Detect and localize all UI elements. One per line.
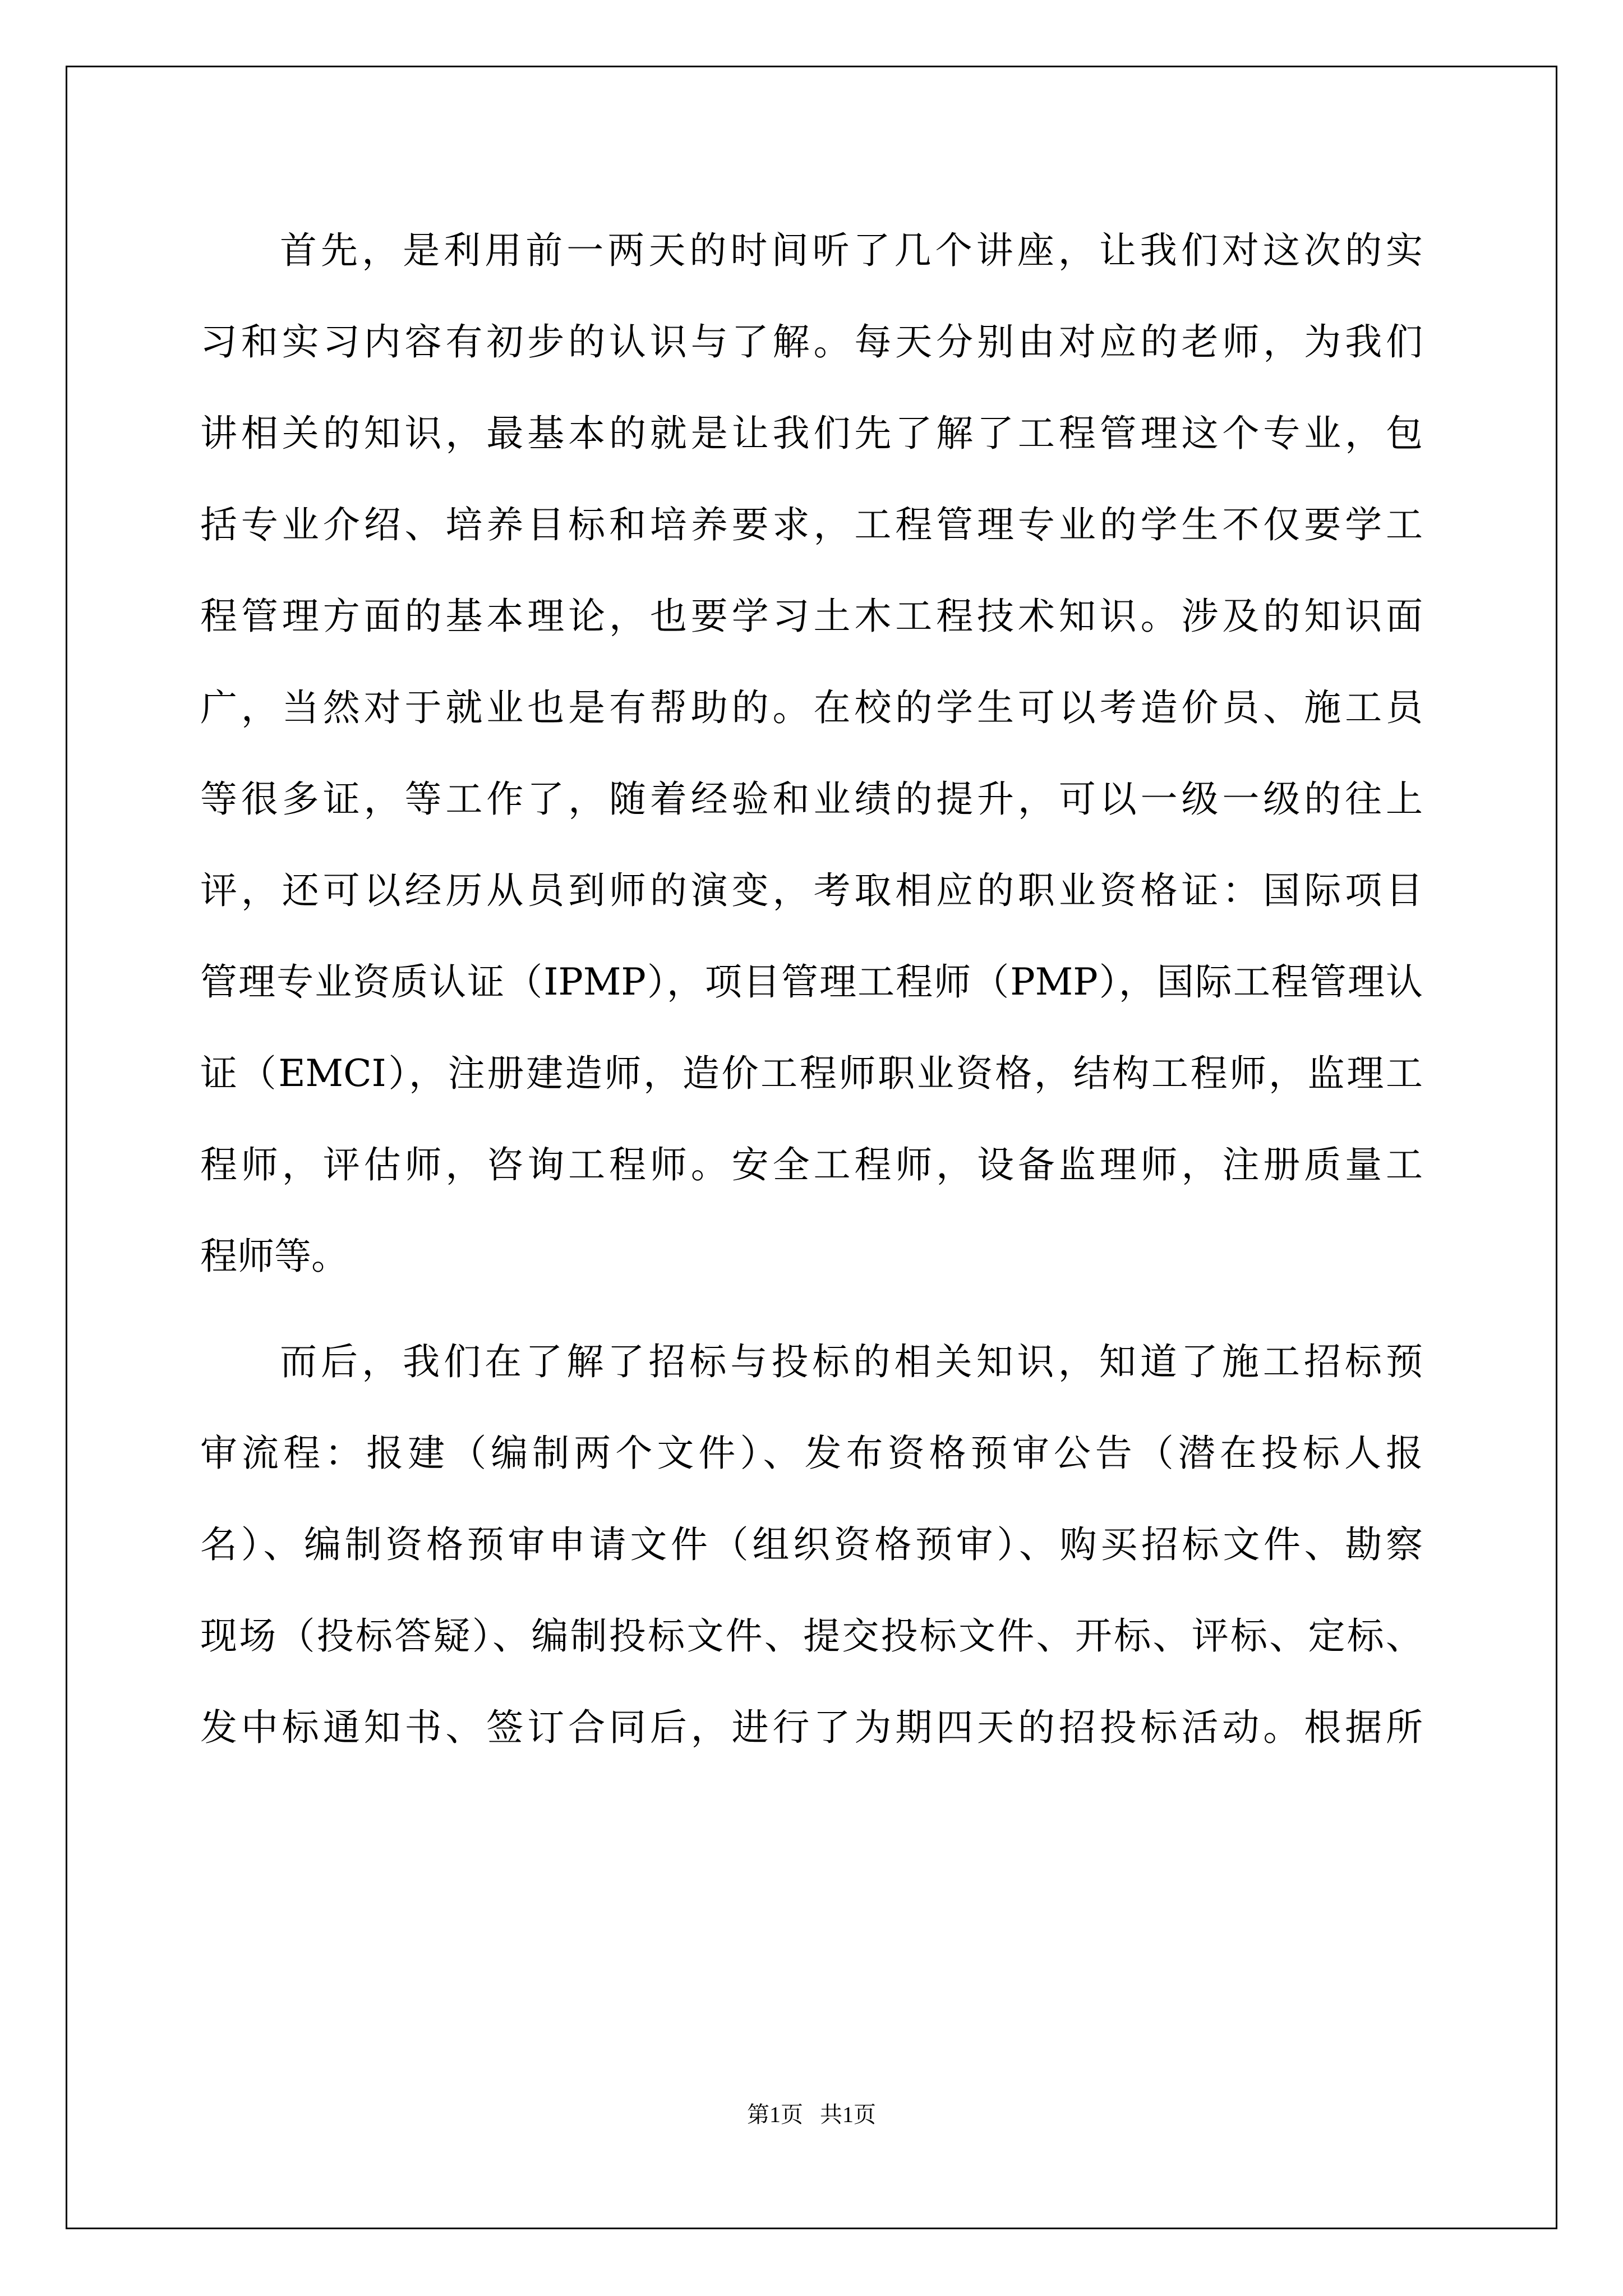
paragraph-1-line-5: 程管理方面的基本理论，也要学习土木工程技术知识。涉及的知识面: [200, 595, 1423, 638]
paragraph-1-line-12: 程师等。: [200, 1235, 348, 1278]
paragraph-1-line-7: 等很多证，等工作了，随着经验和业绩的提升，可以一级一级的往上: [200, 777, 1423, 821]
paragraph-2-line-3: 名）、编制资格预审申请文件（组织资格预审）、购买招标文件、勘察: [200, 1523, 1423, 1566]
paragraph-2-line-5: 发中标通知书、签订合同后，进行了为期四天的招投标活动。根据所: [200, 1706, 1423, 1749]
paragraph-1-line-11: 程师，评估师，咨询工程师。安全工程师，设备监理师，注册质量工: [200, 1143, 1423, 1186]
paragraph-1-line-8: 评，还可以经历从员到师的演变，考取相应的职业资格证：国际项目: [200, 869, 1423, 912]
paragraph-gap: [200, 1302, 1423, 1316]
paragraph-2-line-2: 审流程：报建（编制两个文件）、发布资格预审公告（潜在投标人报: [200, 1432, 1423, 1475]
paragraph-2-line-1: 而后，我们在了解了招标与投标的相关知识，知道了施工招标预: [280, 1340, 1423, 1383]
document-body: [200, 205, 1423, 1773]
paragraph-1-line-10: 证（EMCI），注册建造师，造价工程师职业资格，结构工程师，监理工: [200, 1052, 1423, 1095]
paragraph-1-line-2: 习和实习内容有初步的认识与了解。每天分别由对应的老师，为我们: [200, 320, 1423, 364]
paragraph-1-line-4: 括专业介绍、培养目标和培养要求，工程管理专业的学生不仅要学工: [200, 503, 1423, 546]
paragraph-1-line-3: 讲相关的知识，最基本的就是让我们先了解了工程管理这个专业，包: [200, 412, 1423, 455]
page-footer: 第1页 共1页: [747, 2102, 876, 2127]
paragraph-1-line-6: 广，当然对于就业也是有帮助的。在校的学生可以考造价员、施工员: [200, 686, 1423, 729]
paragraph-1-line-1: 首先，是利用前一两天的时间听了几个讲座，让我们对这次的实: [280, 229, 1423, 272]
paragraph-2-line-4: 现场（投标答疑）、编制投标文件、提交投标文件、开标、评标、定标、: [200, 1614, 1423, 1658]
paragraph-1-line-9: 管理专业资质认证（IPMP），项目管理工程师（PMP），国际工程管理认: [200, 960, 1423, 1004]
